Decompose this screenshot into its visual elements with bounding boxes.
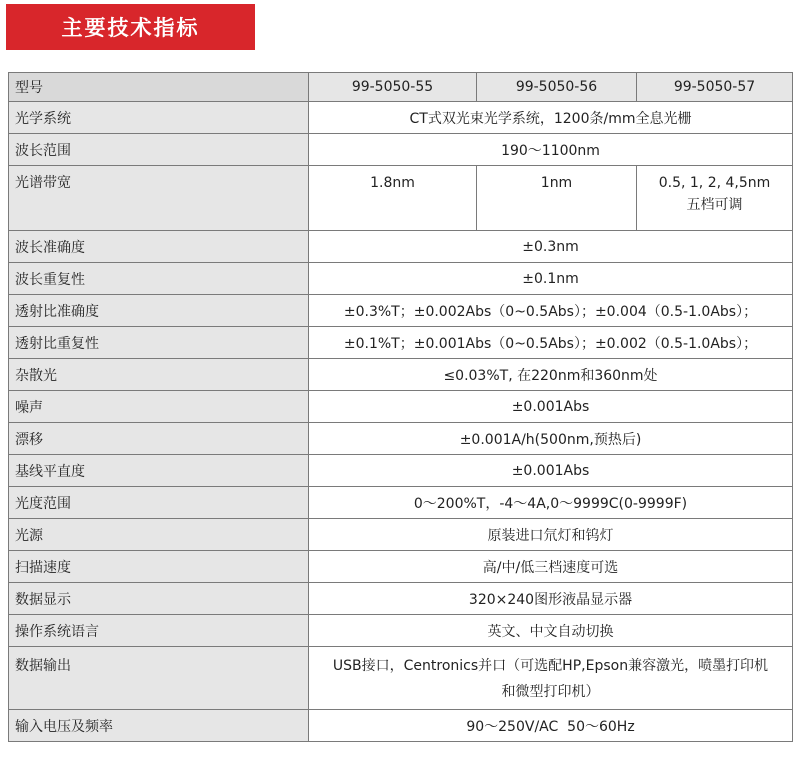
table-row xyxy=(9,391,793,423)
bandwidth-57 xyxy=(637,166,793,231)
row-label: 型号 xyxy=(9,73,309,102)
table-row xyxy=(9,487,793,519)
model-56: 99-5050-56 xyxy=(477,73,637,102)
model-55: 99-5050-55 xyxy=(309,73,477,102)
row-value: ≤0.03%T, 在220nm和360nm处 xyxy=(309,359,793,391)
row-label: 光度范围 xyxy=(9,487,309,519)
row-value: 原装进口氘灯和钨灯 xyxy=(309,519,793,551)
table-row xyxy=(9,423,793,455)
row-label: 漂移 xyxy=(9,423,309,455)
row-value: ±0.3nm xyxy=(309,231,793,263)
row-label: 操作系统语言 xyxy=(9,615,309,647)
table-row xyxy=(9,231,793,263)
row-label: 波长重复性 xyxy=(9,263,309,295)
row-label: 波长准确度 xyxy=(9,231,309,263)
table-row xyxy=(9,455,793,487)
table-row xyxy=(9,359,793,391)
row-label: 数据显示 xyxy=(9,583,309,615)
row-value: ±0.001Abs xyxy=(309,455,793,487)
table-row xyxy=(9,551,793,583)
row-label: 输入电压及频率 xyxy=(9,710,309,742)
row-label: 光学系统 xyxy=(9,102,309,134)
row-label: 光谱带宽 xyxy=(9,166,309,231)
row-value: 320×240图形液晶显示器 xyxy=(309,583,793,615)
bandwidth-57-values: 0.5, 1, 2, 4,5nm xyxy=(658,175,771,191)
row-value: CT式双光束光学系统，1200条/mm全息光栅 xyxy=(309,102,793,134)
table-row xyxy=(9,583,793,615)
row-label: 波长范围 xyxy=(9,134,309,166)
row-label: 杂散光 xyxy=(9,359,309,391)
row-value: ±0.1nm xyxy=(309,263,793,295)
bandwidth-56: 1nm xyxy=(477,166,637,231)
row-label: 基线平直度 xyxy=(9,455,309,487)
row-label: 数据输出 xyxy=(9,647,309,710)
row-value: 0～200%T，-4～4A,0～9999C(0-9999F) xyxy=(309,487,793,519)
row-label: 透射比重复性 xyxy=(9,327,309,359)
row-label: 扫描速度 xyxy=(9,551,309,583)
table-row xyxy=(9,134,793,166)
row-value: 190～1100nm xyxy=(309,134,793,166)
model-57: 99-5050-57 xyxy=(637,73,793,102)
table-row xyxy=(9,263,793,295)
output-line-2: 和微型打印机） xyxy=(501,684,600,700)
table-row xyxy=(9,327,793,359)
bandwidth-57-note: 五档可调 xyxy=(686,197,743,213)
table-row xyxy=(9,102,793,134)
row-value: ±0.001Abs xyxy=(309,391,793,423)
table-row xyxy=(9,647,793,710)
row-label: 光源 xyxy=(9,519,309,551)
table-row xyxy=(9,295,793,327)
table-row xyxy=(9,166,793,231)
bandwidth-55: 1.8nm xyxy=(309,166,477,231)
row-value: ±0.3%T；±0.002Abs（0~0.5Abs）；±0.004（0.5-1.0Abs）； xyxy=(309,295,793,327)
row-label: 透射比准确度 xyxy=(9,295,309,327)
table-row xyxy=(9,519,793,551)
table-header-row xyxy=(9,73,793,102)
table-row xyxy=(9,710,793,742)
row-label: 噪声 xyxy=(9,391,309,423)
row-value: 高/中/低三档速度可选 xyxy=(309,551,793,583)
row-value: 英文、中文自动切换 xyxy=(309,615,793,647)
output-line-1: USB接口，Centronics并口（可选配HP,Epson兼容激光，喷墨打印机 xyxy=(332,658,769,674)
row-value xyxy=(309,647,793,710)
row-value: 90～250V/AC 50～60Hz xyxy=(309,710,793,742)
spec-table xyxy=(8,72,793,742)
row-value: ±0.001A/h(500nm,预热后) xyxy=(309,423,793,455)
table-row xyxy=(9,615,793,647)
section-title: 主要技术指标 xyxy=(6,4,255,50)
row-value: ±0.1%T；±0.001Abs（0~0.5Abs）；±0.002（0.5-1.0Abs）； xyxy=(309,327,793,359)
